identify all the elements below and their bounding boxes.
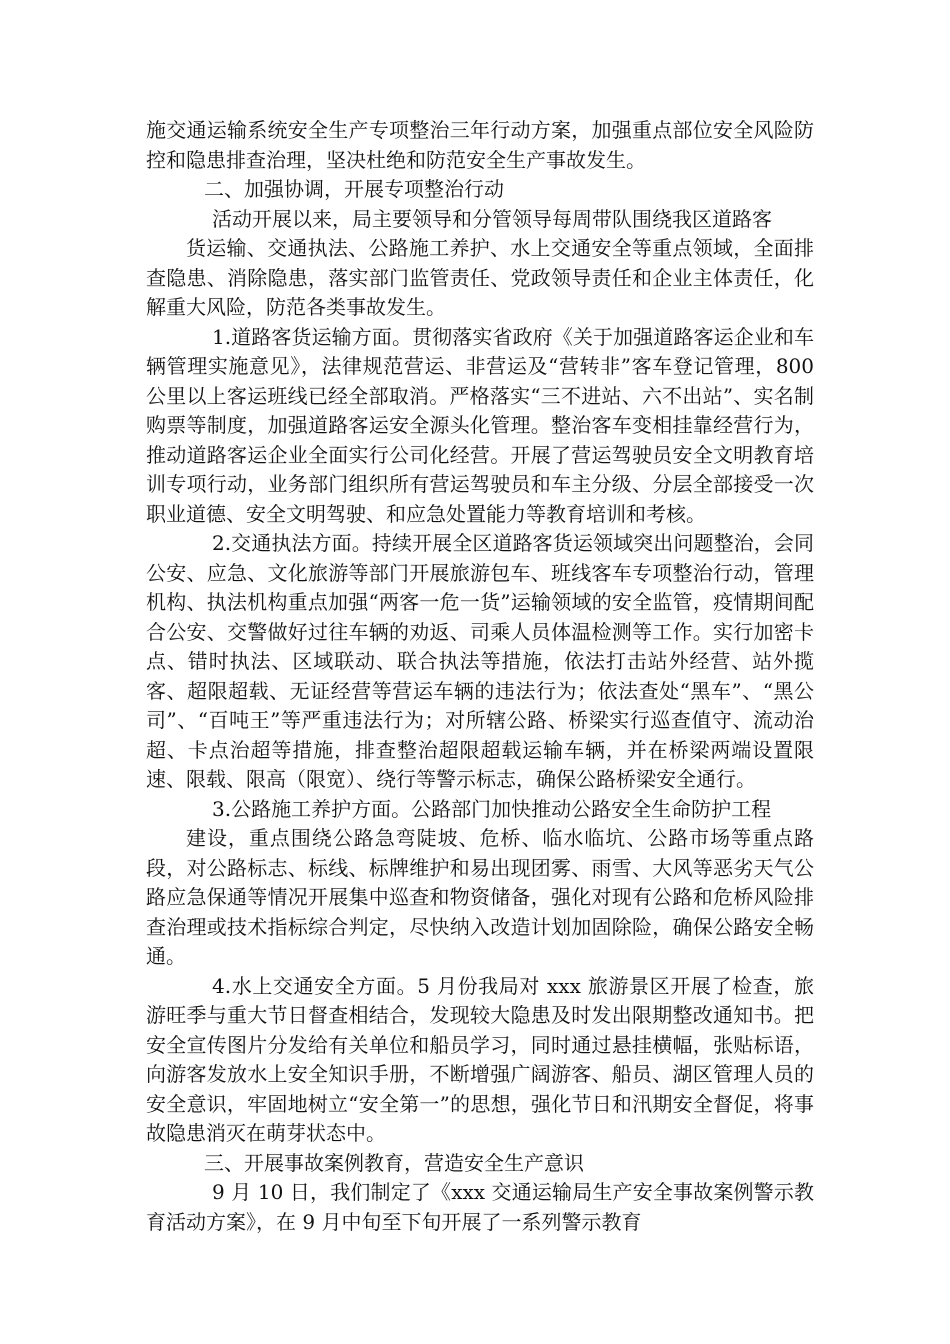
paragraph-road-transport: 1.道路客货运输方面。贯彻落实省政府《关于加强道路客运企业和车辆管理实施意见》，法律规范营运、非营运及“营转非”客车登记管理，800 公里以上客运班线已经全部取消。严格落实“三不进站、六不出站”、实名制购票等制度，加强道路客运安全源头化管理。整治客车变相挂靠经营行为，推动道路客运企业全面实行公司化经营。开展了营运驾驶员安全文明教育培训专项行动，业务部门组织所有营运驾驶员和车主分级、分层全部接受一次职业道德、安全文明驾驶、和应急处置能力等教育培训和考核。	[146, 324, 814, 526]
paragraph-activity-start: 活动开展以来，局主要领导和分管领导每周带队围绕我区道路客	[212, 206, 772, 231]
paragraph-traffic-enforcement: 2.交通执法方面。持续开展全区道路客货运领域突出问题整治，会同公安、应急、文化旅游等部门开展旅游包车、班线客车专项整治行动，管理机构、执法机构重点加强“两客一危一货”运输领域的安全监管，疫情期间配合公安、交警做好过往车辆的劝返、司乘人员体温检测等工作。实行加密卡点、错时执法、区域联动、联合执法等措施，依法打击站外经营、站外揽客、超限超载、无证经营等营运车辆的违法行为；依法查处“黑车”、“黑公司”、“百吨王”等严重违法行为；对所辖公路、桥梁实行巡查值守、流动治超、卡点治超等措施，排查整治超限超载运输车辆，并在桥梁两端设置限速、限载、限高（限宽）、绕行等警示标志，确保公路桥梁安全通行。	[146, 531, 814, 791]
section-heading-2: 二、加强协调，开展专项整治行动	[204, 177, 504, 201]
paragraph-intro-continuation: 施交通运输系统安全生产专项整治三年行动方案，加强重点部位安全风险防控和隐患排查治理，坚决杜绝和防范安全生产事故发生。	[146, 118, 814, 172]
paragraph-case-education: 9 月 10 日，我们制定了《xxx 交通运输局生产安全事故案例警示教育活动方案》，在 9 月中旬至下旬开展了一系列警示教育	[146, 1180, 814, 1234]
paragraph-road-maintenance-cont: 建设，重点围绕公路急弯陡坡、危桥、临水临坑、公路市场等重点路段，对公路标志、标线、标牌维护和易出现团雾、雨雪、大风等恶劣天气公路应急保通等情况开展集中巡查和物资储备，强化对现有公路和危桥风险排查治理或技术指标综合判定，尽快纳入改造计划加固除险，确保公路安全畅通。	[146, 826, 814, 968]
document-page	[146, 116, 814, 1237]
paragraph-key-areas: 货运输、交通执法、公路施工养护、水上交通安全等重点领域，全面排查隐患、消除隐患，落实部门监管责任、党政领导责任和企业主体责任，化解重大风险，防范各类事故发生。	[146, 236, 814, 319]
section-heading-3: 三、开展事故案例教育，营造安全生产意识	[204, 1150, 584, 1175]
paragraph-water-safety: 4.水上交通安全方面。5 月份我局对 xxx 旅游景区开展了检查，旅游旺季与重大节日督查相结合，发现较大隐患及时发出限期整改通知书。把安全宣传图片分发给有关单位和船员学习，同时通过悬挂横幅，张贴标语，向游客发放水上安全知识手册，不断增强广阔游客、船员、湖区管理人员的安全意识，牢固地树立“安全第一”的思想，强化节日和汛期安全督促，将事故隐患消灭在萌芽状态中。	[146, 973, 814, 1145]
paragraph-road-maintenance: 3.公路施工养护方面。公路部门加快推动公路安全生命防护工程	[212, 796, 772, 821]
